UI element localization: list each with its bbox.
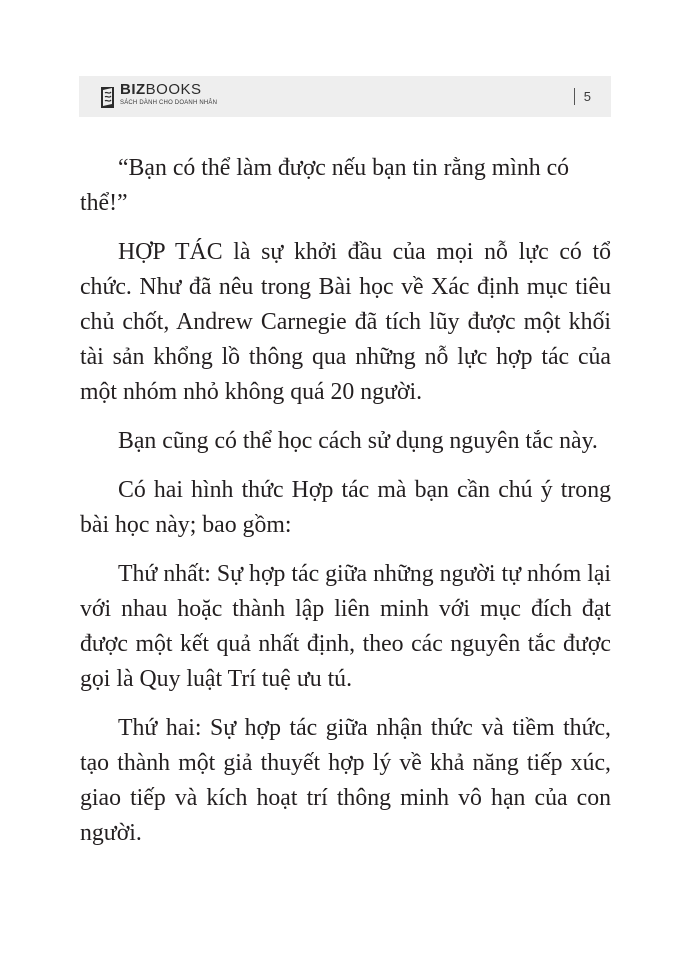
quote-paragraph: “Bạn có thể làm được nếu bạn tin rằng mình có thể!”	[80, 155, 570, 216]
body-paragraph: Thứ nhất: Sự hợp tác giữa những người tự nhóm lại với nhau hoặc thành lập liên minh với mục đích đạt được một kết quả nhất định, theo các nguyên tắc được gọi là Quy luật Trí tuệ ưu tú.	[80, 561, 611, 692]
page-body	[80, 151, 611, 865]
page-header	[79, 76, 611, 117]
page-number	[574, 88, 591, 105]
body-paragraph: HỢP TÁC là sự khởi đầu của mọi nỗ lực có tổ chức. Như đã nêu trong Bài học về Xác định mục tiêu chủ chốt, Andrew Carnegie đã tích lũy được một khối tài sản khổng lồ thông qua những nỗ lực hợp tác của một nhóm nhỏ không quá 20 người.	[80, 239, 611, 405]
brand-tagline: SÁCH DÀNH CHO DOANH NHÂN	[120, 100, 218, 106]
body-paragraph: Có hai hình thức Hợp tác mà bạn cần chú ý trong bài học này; bao gồm:	[80, 477, 611, 538]
book-logo-icon	[100, 84, 116, 110]
page-number-value: 5	[583, 89, 591, 104]
brand-name-light: BOOKS	[145, 81, 202, 98]
body-paragraph: Thứ hai: Sự hợp tác giữa nhận thức và tiềm thức, tạo thành một giả thuyết hợp lý về khả năng tiếp xúc, giao tiếp và kích hoạt trí thông minh vô hạn của con người.	[80, 715, 611, 846]
brand-name-bold: BIZ	[120, 81, 146, 98]
body-paragraph: Bạn cũng có thể học cách sử dụng nguyên tắc này.	[118, 428, 598, 454]
brand-name	[120, 82, 217, 98]
bizbooks-logo	[100, 82, 217, 112]
page-number-separator	[574, 88, 575, 105]
